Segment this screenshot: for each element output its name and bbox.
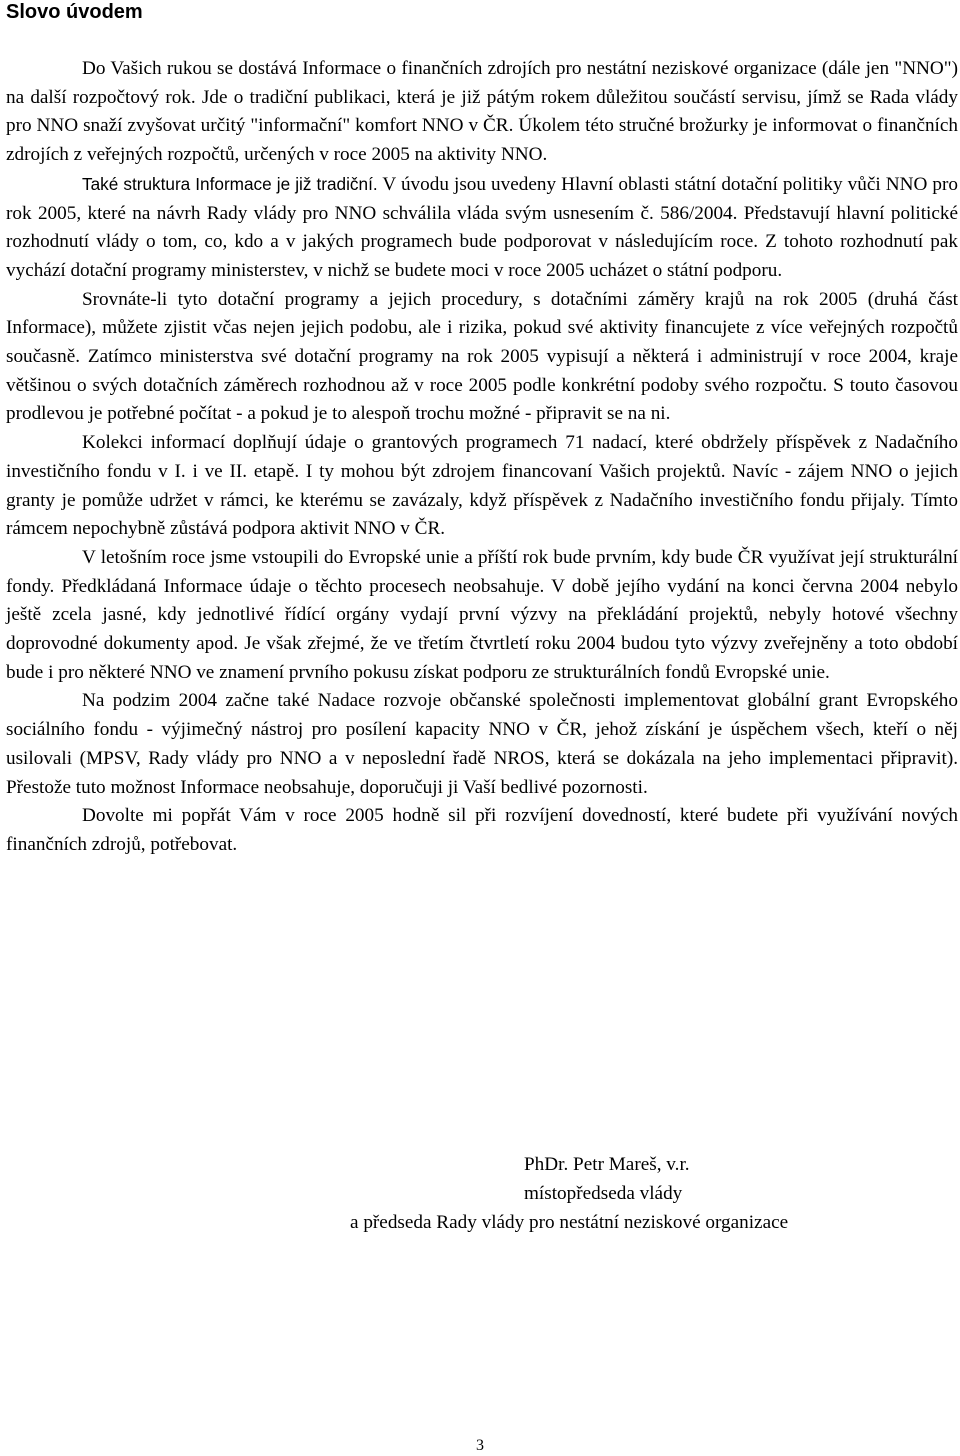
page-title: Slovo úvodem	[6, 1, 143, 23]
signature-title-2: a předseda Rady vlády pro nestátní neziskové organizace	[350, 1212, 789, 1233]
paragraph-intro: Do Vašich rukou se dostává Informace o finančních zdrojích pro nestátní neziskové organizace (dále jen "NNO") na další rozpočtový rok. Jde o tradiční publikaci, která je již pátým rokem důležitou součástí servisu, jímž se Rada vlády pro NNO snaží zvyšovat určitý "informační" komfort NNO v ČR. Úkolem této stručné brožurky je informovat o finančních zdrojích z veřejných rozpočtů, určených v roce 2005 na aktivity NNO.	[6, 58, 958, 166]
body-text	[6, 55, 958, 860]
paragraph-foundations: Kolekci informací doplňují údaje o grantových programech 71 nadací, které obdržely příspěvek z Nadačního investičního fondu v I. i ve II. etapě. I ty mohou být zdrojem financovaní Vašich projektů. Navíc - zájem NNO o jejich granty je pomůže udržet v rámci, ke kterému se zavázaly, když příspěvek z Nadačního investičního fondu přijaly. Tímto rámcem nepochybně zůstává podpora aktivit NNO v ČR.	[6, 432, 958, 540]
paragraph-regions: Srovnáte-li tyto dotační programy a jejich procedury, s dotačními záměry krajů na rok 2005 (druhá část Informace), můžete zjistit včas nejen jejich podobu, ale i rizika, pokud své aktivity financujete z více veřejných rozpočtů současně. Zatímco ministerstva své dotační programy na rok 2005 vypisují a některá i administrují v roce 2004, kraje většinou o svých dotačních záměrech rozhodnou až v roce 2005 podle konkrétní podoby svého rozpočtu. S touto časovou prodlevou je potřebné počítat - a pokud je to alespoň trochu možné - připravit se na ni.	[6, 288, 958, 425]
signature-title-1: místopředseda vlády	[524, 1183, 683, 1204]
paragraph-structure-lead: Také struktura Informace je již tradiční.	[82, 173, 378, 194]
signature-block	[350, 1150, 950, 1237]
paragraph-structure-rest: V úvodu jsou uvedeny Hlavní oblasti státní dotační politiky vůči NNO pro rok 2005, které na návrh Rady vlády pro NNO schválila vláda svým usnesením č. 586/2004. Představují hlavní politické rozhodnutí vlády o tom, co, kdo a v jakých programech bude podporovat v následujícím roce. Z tohoto rozhodnutí pak vychází dotační programy ministerstev, v nichž se budete moci v roce 2005 ucházet o státní podporu.	[6, 173, 958, 281]
signature-name: PhDr. Petr Mareš, v.r.	[524, 1154, 690, 1175]
paragraph-structure	[6, 170, 958, 286]
paragraph-global-grant: Na podzim 2004 začne také Nadace rozvoje občanské společnosti implementovat globální grant Evropského sociálního fondu - výjimečný nástroj pro posílení kapacity NNO v ČR, jehož získání je úspěchem všech, kteří o něj usilovali (MPSV, Rady vlády pro NNO a v neposlední řadě NROS, která se dokázala na jeho implementaci připravit). Přestože tuto možnost Informace neobsahuje, doporučuji ji Vaší bedlivé pozornosti.	[6, 690, 958, 798]
page-number: 3	[476, 1437, 484, 1454]
paragraph-closing: Dovolte mi popřát Vám v roce 2005 hodně sil při rozvíjení dovedností, které budete při využívání nových finančních zdrojů, potřebovat.	[6, 805, 958, 855]
paragraph-eu-funds: V letošním roce jsme vstoupili do Evropské unie a příští rok bude prvním, kdy bude ČR využívat její strukturální fondy. Předkládaná Informace údaje o těchto procesech neobsahuje. V době jejího vydání na konci června 2004 nebylo ještě zcela jasné, kdy jednotlivé řídící orgány vydají první výzvy na překládání projektů, nebyly hotové všechny doprovodné dokumenty apod. Je však zřejmé, že ve třetím čtvrtletí roku 2004 budou tyto výzvy zveřejněny a toto období bude i pro některé NNO ve znamení prvního pokusu získat podporu ze strukturálních fondů Evropské unie.	[6, 546, 958, 683]
